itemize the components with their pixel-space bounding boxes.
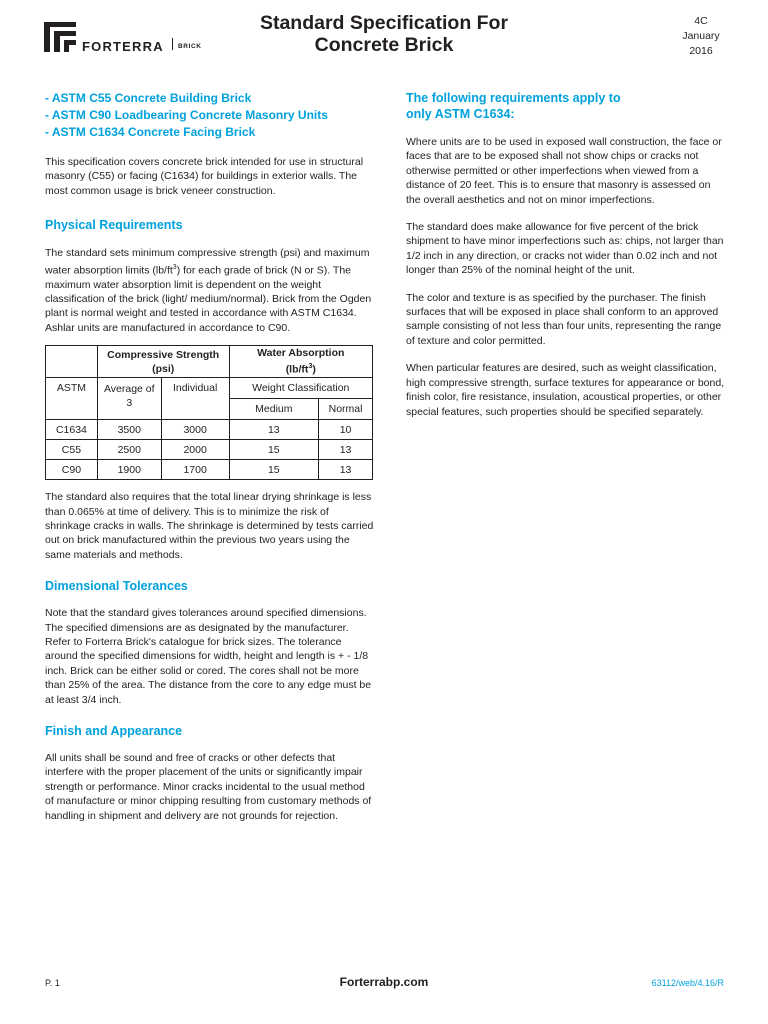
water-absorption-header: Water Absorption $(lb/ft^3)$ [229, 346, 372, 378]
physical-requirements-heading: Physical Requirements [45, 218, 183, 233]
right-column [406, 90, 726, 419]
standards-list [45, 90, 375, 141]
document-title [234, 12, 534, 56]
compressive-strength-header: Compressive Strength (psi) [97, 346, 229, 378]
c1634-paragraph-3: The color and texture is as specified by the purchaser. The finish surfaces that will be exposed in place shall conform to an approved sample consisting of not less than four units, representing the range of texture and color permitted. [406, 291, 722, 347]
standard-item: - ASTM C55 Concrete Building Brick [45, 91, 252, 105]
doc-number: 4C [694, 15, 708, 27]
finish-appearance-heading: Finish and Appearance [45, 724, 183, 739]
normal-header: Normal [319, 399, 373, 420]
document-meta [670, 14, 732, 59]
forterra-logo-icon [44, 22, 76, 52]
shrinkage-paragraph: The standard also requires that the total linear drying shrinkage is less than 0.065% at time of delivery. This is to minimize the risk of shrinkage cracks in walls. The shrinkage is determined by tests carried out on brick manufactured within the previous two years using the same materials and methods. [45, 491, 374, 561]
medium-header: Medium [229, 399, 319, 420]
c1634-paragraph-4: When particular features are desired, such as weight classification, high compressive strength, surface textures for appearance or bond, finish color, fire resistance, insulation, acoustical properties, or other special features, such properties should be specified separately. [406, 362, 725, 418]
intro-paragraph: This specification covers concrete brick intended for use in structural masonry (C55) or facing (C1634) for buildings in exterior walls. The most common usage is brick veneer construction. [45, 156, 364, 197]
doc-month: January [682, 30, 720, 42]
table-row: C90 1900 1700 15 13 [46, 460, 373, 480]
standard-item: - ASTM C90 Loadbearing Concrete Masonry Units [45, 108, 328, 122]
average-header: Average of 3 [97, 378, 161, 420]
title-line-2: Concrete Brick [314, 34, 454, 56]
document-code: 63112/web/4.16/R [651, 978, 724, 988]
forterra-logo [44, 22, 244, 58]
doc-year: 2016 [689, 45, 713, 57]
individual-header: Individual [161, 378, 229, 420]
logo-divider [172, 38, 173, 50]
astm-header: ASTM [46, 378, 98, 420]
table-row: C55 2500 2000 15 13 [46, 440, 373, 460]
website-link[interactable]: Forterrabp.com [339, 975, 429, 989]
spec-table [45, 345, 373, 480]
standard-item: - ASTM C1634 Concrete Facing Brick [45, 125, 256, 139]
dimensional-paragraph: Note that the standard gives tolerances around specified dimensions. The specified dimensions are as designated by the manufacturer. Refer to Forterra Brick's catalogue for brick sizes. The tolerance around the specified dimensions for width, height and length is + - 1/8 inch. Brick can be either solid or cored. The cores shall not be more than 25% of the area. The distance from the core to any edge must be at least 3/4 inch. [45, 607, 372, 706]
table-corner-cell [46, 346, 98, 378]
table-row: C1634 3500 3000 13 10 [46, 420, 373, 440]
left-column [45, 90, 375, 823]
page-number: P. 1 [45, 978, 60, 988]
finish-paragraph: All units shall be sound and free of cracks or other defects that interfere with the proper placement of the units or significantly impair strength or performance. Minor cracks incidental to the usual method of manufacture or minor chipping resulting from customary methods of handling in shipment and delivery are not grounds for rejection. [45, 752, 372, 822]
title-line-1: Standard Specification For [259, 12, 509, 34]
weight-classification-header: Weight Classification [229, 378, 372, 399]
brand-division: BRICK [178, 43, 202, 50]
c1634-paragraph-1: Where units are to be used in exposed wall construction, the face or faces that are to be exposed shall not show chips or cracks not otherwise permitted or other imperfections when viewed from a distance of 20 feet. This is to ensure that masonry is assessed on the overall aesthetics and not on minor imperfections. [406, 136, 722, 206]
c1634-paragraph-2: The standard does make allowance for five percent of the brick shipment to have minor imperfections such as: chips, not larger than 1/2 inch in any direction, or cracks not wider than 0.02 inch and not longer than 25% of the nominal height of the unit. [406, 221, 724, 277]
dimensional-tolerances-heading: Dimensional Tolerances [45, 579, 188, 594]
physical-paragraph: The standard sets minimum compressive strength (psi) and maximum water absorption limits $(lb/ft^3)$ for each grade of brick (N or S). The maximum water absorption limit is dependent on the weight classification of the brick (light/ medium/normal). Brick from the Ogden plant is normal weight and tested in accordance with ASTM C1634. Ashlar units are manufactured in accordance to C90. [45, 247, 372, 334]
brand-name: FORTERRA [82, 39, 164, 54]
c1634-heading: The following requirements apply to only ASTM C1634: [406, 91, 621, 121]
